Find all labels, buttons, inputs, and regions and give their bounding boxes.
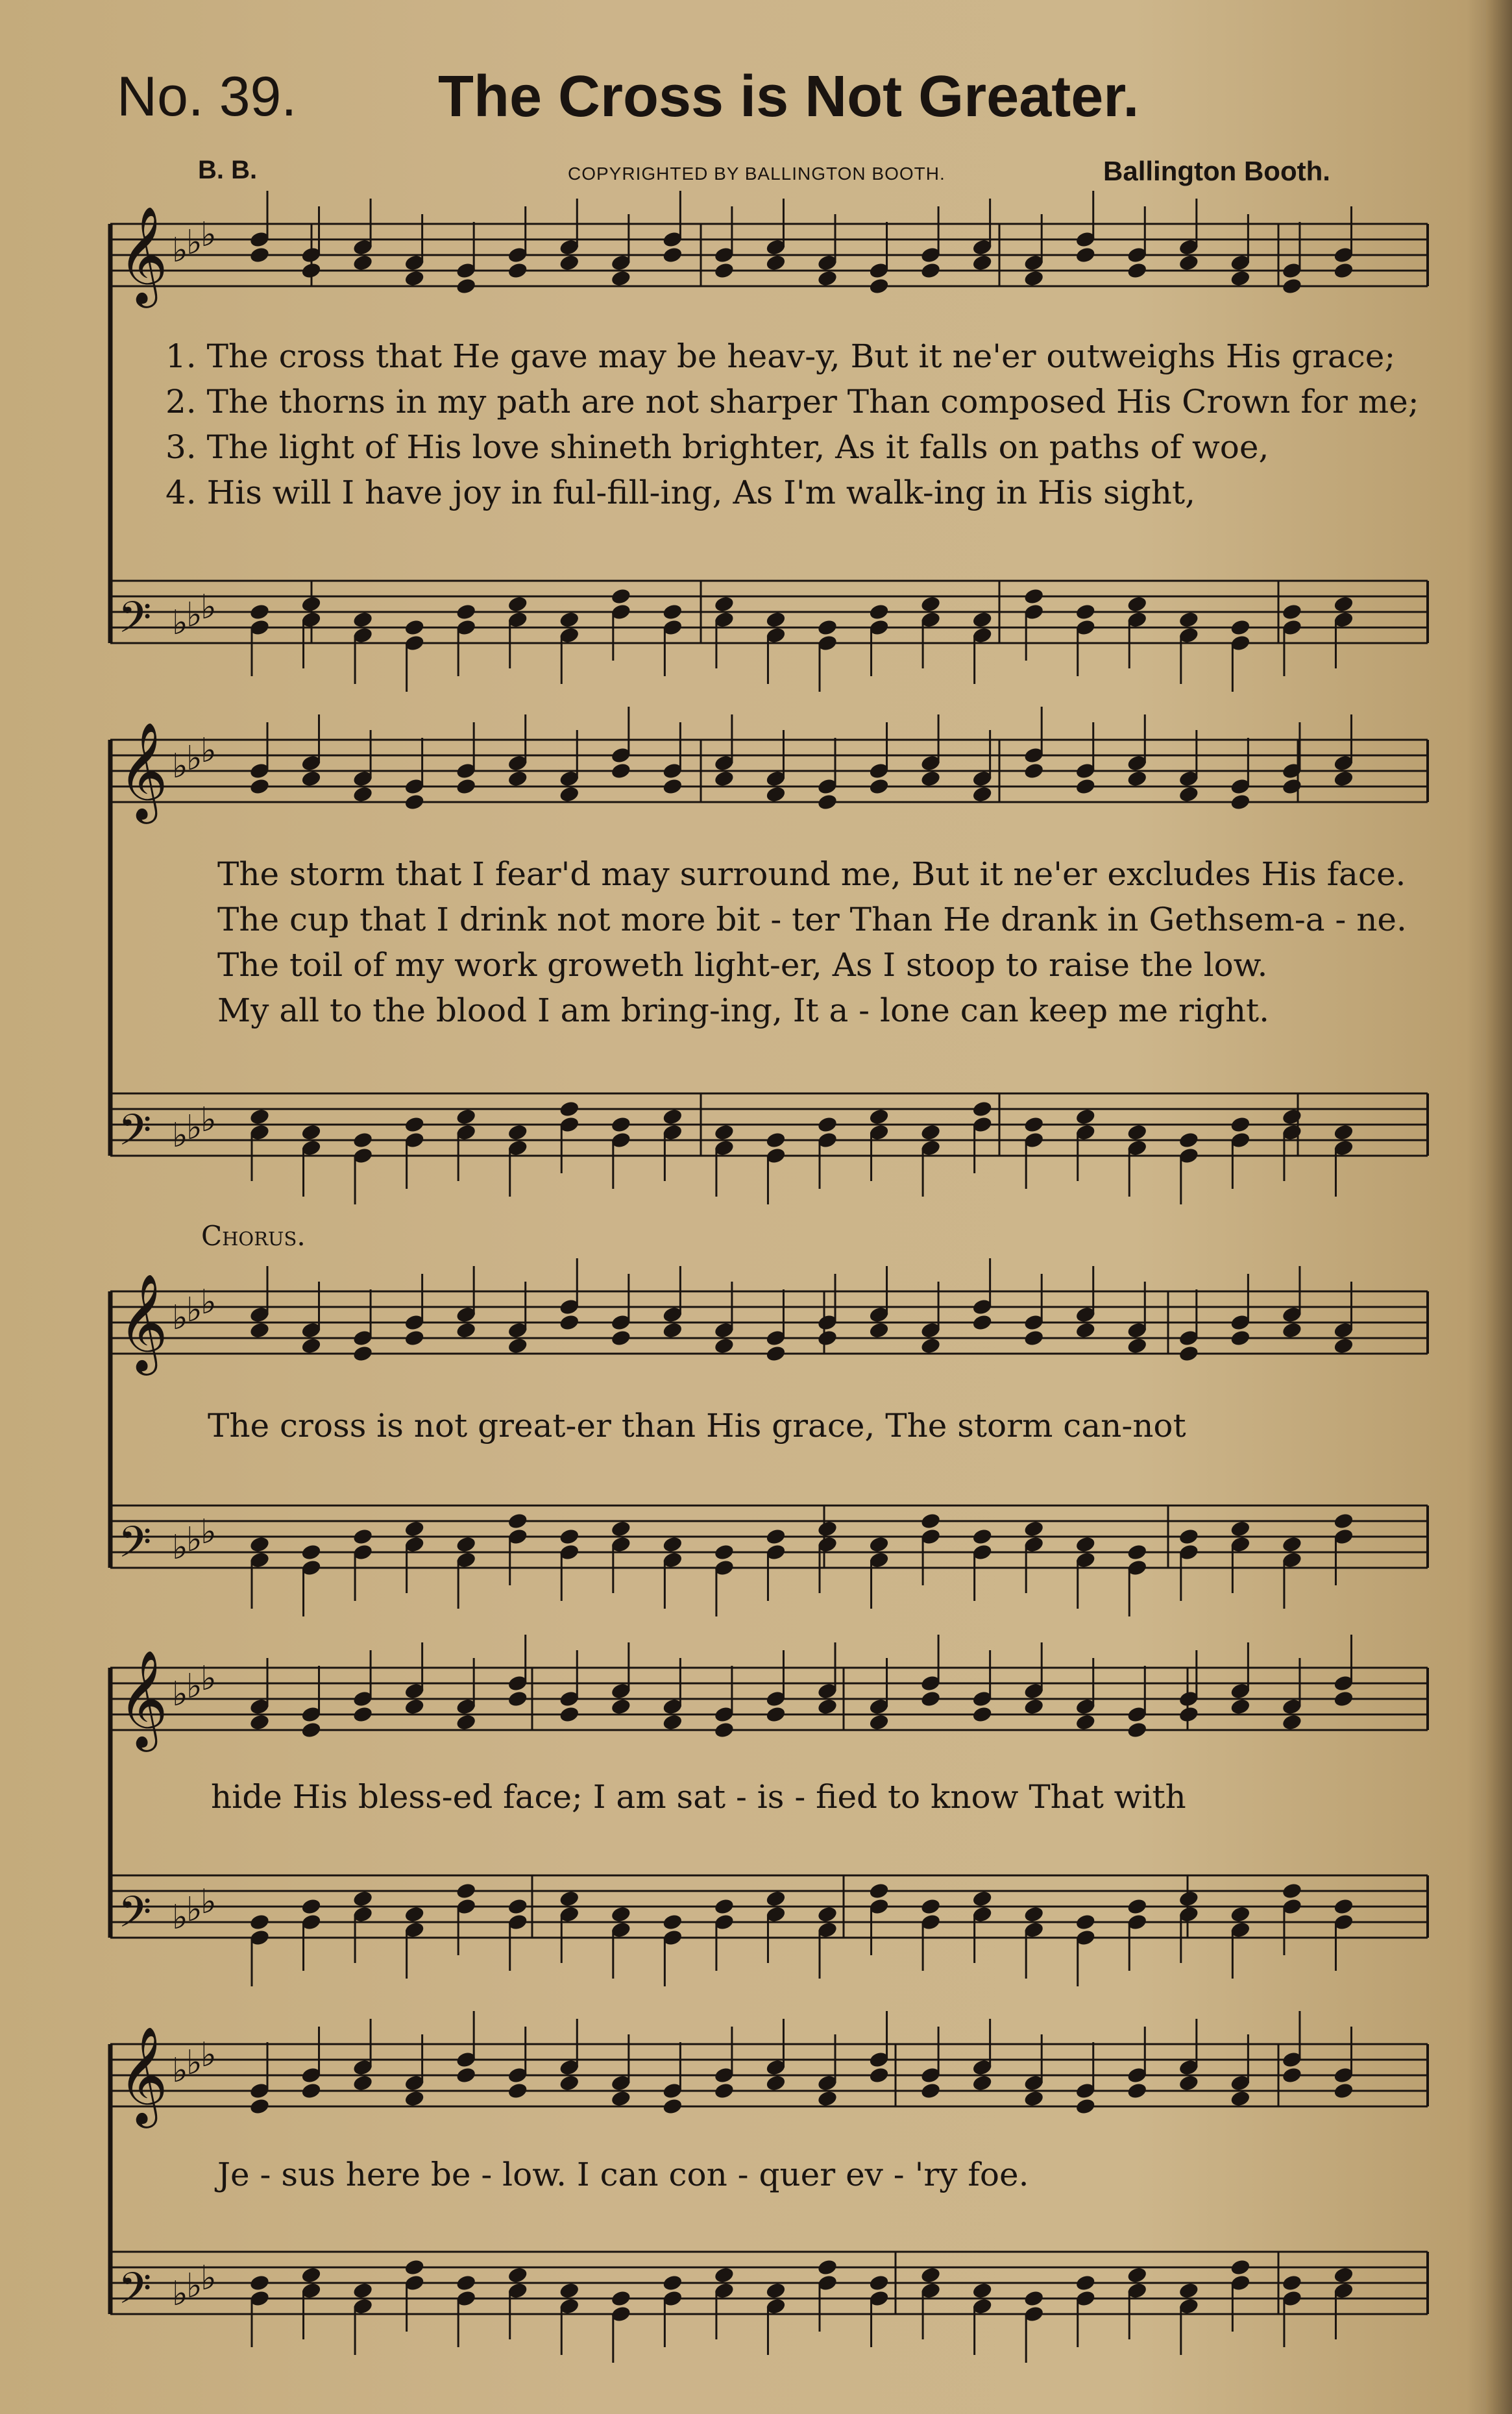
flat-icon: ♭ [186, 1291, 202, 1330]
note-head [1075, 2097, 1096, 2115]
note-head [1127, 595, 1148, 613]
note-head [1281, 2066, 1302, 2084]
note-head [816, 1116, 838, 1134]
note-head [662, 1913, 683, 1931]
verse-4-line-a: 4. His will I have joy in ful-fill-ing, As I'm walk-ing in His sight, [165, 474, 1195, 511]
note-head [1023, 2090, 1045, 2108]
note-head [300, 1721, 322, 1739]
note-head [352, 785, 374, 803]
bass-clef-icon: 𝄢 [118, 2263, 152, 2324]
verse-2-line-b: The cup that I drink not more bit - ter Than He drank in Gethsem-a - ne. [217, 901, 1407, 938]
note-head [1333, 262, 1354, 280]
note-head [662, 1321, 683, 1339]
note-head [404, 2090, 425, 2108]
note-head [1178, 254, 1199, 272]
note-head [352, 611, 374, 629]
note-head [559, 1313, 580, 1332]
note-head [610, 2289, 631, 2308]
note-head [1127, 1897, 1148, 1916]
note-head [1281, 1535, 1302, 1554]
note-head [300, 1897, 322, 1916]
note-head [1333, 1690, 1354, 1708]
treble-clef-icon: 𝄞 [118, 721, 168, 820]
note-head [1178, 785, 1199, 803]
note-head [404, 1329, 425, 1347]
note-head [816, 793, 838, 811]
note-head [300, 1123, 322, 1141]
flat-icon: ♭ [186, 1108, 202, 1147]
note-head [765, 2282, 786, 2300]
note-head [559, 1705, 580, 1724]
bass-clef-icon: 𝄢 [118, 1105, 152, 1165]
note-head [1230, 1520, 1251, 1538]
copyright-notice: COPYRIGHTED BY BALLINGTON BOOTH. [568, 164, 945, 184]
chorus-line-2: hide His bless-ed face; I am sat - is - fied to know That with [211, 1778, 1186, 1816]
arranger-initials: B. B. [198, 156, 258, 184]
note-head [713, 770, 735, 788]
note-head [713, 595, 735, 613]
note-head [300, 770, 322, 788]
verse-4-line-b: My all to the blood I am bring-ing, It a - lone can keep me right. [217, 992, 1270, 1029]
note-head [1023, 1905, 1045, 1923]
note-head [1127, 2082, 1148, 2100]
note-head [404, 1116, 425, 1134]
note-head [1281, 277, 1302, 295]
note-head [352, 1705, 374, 1724]
note-head [816, 1329, 838, 1347]
note-head [868, 1882, 890, 1900]
note-head [456, 777, 477, 796]
note-head [300, 595, 322, 613]
note-head [1127, 770, 1148, 788]
flat-icon: ♭ [172, 604, 188, 642]
note-head [765, 785, 786, 803]
note-head [1230, 1329, 1251, 1347]
note-head [610, 1905, 631, 1923]
note-head [1230, 618, 1251, 637]
note-head [971, 2282, 993, 2300]
note-head [507, 1337, 528, 1355]
flat-icon: ♭ [201, 588, 217, 627]
note-head [1333, 1512, 1354, 1530]
note-head [1178, 2282, 1199, 2300]
flat-icon: ♭ [201, 1513, 217, 1552]
note-head [300, 1543, 322, 1561]
note-head [456, 2274, 477, 2292]
treble-clef-icon: 𝄞 [118, 205, 168, 304]
flat-icon: ♭ [201, 1283, 217, 1322]
note-head [765, 254, 786, 272]
verse-3-line-b: The toil of my work groweth light-er, As I stoop to raise the low. [217, 946, 1268, 984]
note-head [1075, 1535, 1096, 1554]
flat-icon: ♭ [172, 1298, 188, 1337]
note-head [971, 1890, 993, 1908]
note-head [1230, 269, 1251, 287]
note-head [352, 2074, 374, 2092]
note-head [816, 1905, 838, 1923]
note-head [352, 1345, 374, 1363]
flat-icon: ♭ [172, 2274, 188, 2313]
note-head [1281, 2274, 1302, 2292]
note-head [559, 2074, 580, 2092]
note-head [662, 1535, 683, 1554]
chorus-label: Chorus. [201, 1220, 306, 1252]
note-head [610, 2090, 631, 2108]
note-head [507, 262, 528, 280]
note-head [456, 603, 477, 621]
note-head [610, 1520, 631, 1538]
note-head [971, 1705, 993, 1724]
verse-2-line-a: 2. The thorns in my path are not sharper Than composed His Crown for me; [165, 383, 1419, 421]
note-head [1023, 1698, 1045, 1716]
note-head [507, 1897, 528, 1916]
note-head [456, 1321, 477, 1339]
note-head [559, 1528, 580, 1546]
chorus-line-1: The cross is not great-er than His grace, The storm can-not [208, 1407, 1186, 1445]
verse-1-line-a: 1. The cross that He gave may be heav-y, But it ne'er outweighs His grace; [165, 337, 1396, 375]
flat-icon: ♭ [186, 1520, 202, 1559]
note-head [249, 777, 270, 796]
note-head [662, 777, 683, 796]
note-head [1230, 2090, 1251, 2108]
note-head [868, 1108, 890, 1126]
hymn-number: No. 39. [117, 66, 297, 128]
note-head [1281, 603, 1302, 621]
note-head [1023, 269, 1045, 287]
note-head [868, 1713, 890, 1731]
note-head [816, 2258, 838, 2276]
note-head [920, 2082, 942, 2100]
note-head [1023, 1329, 1045, 1347]
note-head [920, 1123, 942, 1141]
note-head [610, 1698, 631, 1716]
note-head [1075, 603, 1096, 621]
note-head [300, 262, 322, 280]
note-head [1127, 2266, 1148, 2284]
note-head [507, 1123, 528, 1141]
note-head [920, 595, 942, 613]
note-head [765, 2074, 786, 2092]
note-head [404, 1698, 425, 1716]
flat-icon: ♭ [201, 1659, 217, 1698]
note-head [713, 1897, 735, 1916]
note-head [559, 2282, 580, 2300]
note-head [765, 1345, 786, 1363]
note-head [713, 1543, 735, 1561]
note-head [559, 785, 580, 803]
note-head [1333, 2082, 1354, 2100]
flat-icon: ♭ [186, 596, 202, 635]
note-head [868, 1535, 890, 1554]
note-head [610, 587, 631, 605]
note-head [507, 1690, 528, 1708]
flat-icon: ♭ [186, 2267, 202, 2306]
note-head [1281, 1321, 1302, 1339]
note-head [456, 1882, 477, 1900]
bass-clef-icon: 𝄢 [118, 1517, 152, 1578]
note-head [352, 254, 374, 272]
note-head [1281, 1882, 1302, 1900]
note-head [1023, 1116, 1045, 1134]
note-head [920, 2266, 942, 2284]
flat-icon: ♭ [201, 2259, 217, 2298]
note-head [868, 777, 890, 796]
note-head [868, 277, 890, 295]
note-head [816, 2090, 838, 2108]
note-head [1230, 793, 1251, 811]
note-head [1075, 1913, 1096, 1931]
flat-icon: ♭ [172, 1528, 188, 1567]
note-head [1281, 1713, 1302, 1731]
bass-clef-icon: 𝄢 [118, 592, 152, 653]
note-head [1023, 762, 1045, 780]
note-head [868, 2274, 890, 2292]
note-head [971, 2074, 993, 2092]
note-head [662, 246, 683, 264]
note-head [1023, 1520, 1045, 1538]
note-head [1023, 587, 1045, 605]
chorus-line-3: Je - sus here be - low. I can con - quer ev - 'ry foe. [217, 2156, 1029, 2193]
note-head [971, 1528, 993, 1546]
note-head [404, 793, 425, 811]
note-head [1333, 1123, 1354, 1141]
note-head [1333, 1897, 1354, 1916]
flat-icon: ♭ [186, 223, 202, 262]
note-head [249, 1535, 270, 1554]
note-head [559, 1100, 580, 1118]
note-head [765, 1131, 786, 1149]
note-head [249, 1321, 270, 1339]
note-head [1178, 1890, 1199, 1908]
note-head [765, 1890, 786, 1908]
note-head [920, 1512, 942, 1530]
note-head [713, 1337, 735, 1355]
note-head [456, 1108, 477, 1126]
note-head [816, 618, 838, 637]
note-head [1127, 1337, 1148, 1355]
note-head [1333, 595, 1354, 613]
verse-3-line-a: 3. The light of His love shineth brighter, As it falls on paths of woe, [165, 428, 1269, 466]
note-head [1127, 1123, 1148, 1141]
note-head [1178, 1345, 1199, 1363]
flat-icon: ♭ [172, 1898, 188, 1937]
note-head [507, 595, 528, 613]
note-head [920, 1690, 942, 1708]
flat-icon: ♭ [201, 2036, 217, 2075]
flat-icon: ♭ [172, 1675, 188, 1714]
treble-clef-icon: 𝄞 [118, 1649, 168, 1748]
note-head [249, 2097, 270, 2115]
note-head [1333, 2266, 1354, 2284]
note-head [300, 2266, 322, 2284]
note-head [662, 1108, 683, 1126]
note-head [920, 1337, 942, 1355]
note-head [559, 254, 580, 272]
note-head [713, 2082, 735, 2100]
note-head [249, 1108, 270, 1126]
note-head [404, 269, 425, 287]
note-head [1075, 1321, 1096, 1339]
note-head [1230, 1698, 1251, 1716]
note-head [868, 603, 890, 621]
flat-icon: ♭ [186, 2043, 202, 2082]
note-head [662, 603, 683, 621]
flat-icon: ♭ [186, 1667, 202, 1706]
note-head [456, 2066, 477, 2084]
note-head [249, 1713, 270, 1731]
note-head [662, 2274, 683, 2292]
note-head [559, 611, 580, 629]
note-head [1333, 770, 1354, 788]
note-head [1281, 1108, 1302, 1126]
note-head [404, 618, 425, 637]
note-head [352, 1528, 374, 1546]
note-head [971, 785, 993, 803]
note-head [765, 1528, 786, 1546]
note-head [868, 1321, 890, 1339]
note-head [1075, 2274, 1096, 2292]
note-head [662, 2097, 683, 2115]
note-head [816, 1520, 838, 1538]
note-head [352, 1890, 374, 1908]
flat-icon: ♭ [172, 2051, 188, 2090]
note-head [507, 2266, 528, 2284]
verse-1-line-b: The storm that I fear'd may surround me, But it ne'er excludes His face. [217, 855, 1406, 893]
note-head [765, 611, 786, 629]
composer-name: Ballington Booth. [1103, 156, 1330, 186]
note-head [920, 770, 942, 788]
note-head [1023, 2289, 1045, 2308]
note-head [610, 1116, 631, 1134]
note-head [1075, 1713, 1096, 1731]
note-head [971, 611, 993, 629]
bass-clef-icon: 𝄢 [118, 1887, 152, 1947]
note-head [249, 2274, 270, 2292]
note-head [610, 1329, 631, 1347]
note-head [1075, 1108, 1096, 1126]
note-head [456, 1713, 477, 1731]
treble-clef-icon: 𝄞 [118, 1273, 168, 1371]
note-head [816, 269, 838, 287]
note-head [1230, 2258, 1251, 2276]
note-head [1178, 1131, 1199, 1149]
note-head [300, 2082, 322, 2100]
note-head [1127, 1721, 1148, 1739]
note-head [1178, 2074, 1199, 2092]
note-head [971, 1313, 993, 1332]
note-head [507, 2082, 528, 2100]
note-head [971, 254, 993, 272]
note-head [456, 1535, 477, 1554]
note-head [610, 269, 631, 287]
note-head [765, 1705, 786, 1724]
note-head [971, 1100, 993, 1118]
note-head [1127, 262, 1148, 280]
note-head [1281, 777, 1302, 796]
note-head [1333, 1337, 1354, 1355]
note-head [1127, 1543, 1148, 1561]
flat-icon: ♭ [172, 231, 188, 270]
note-head [507, 770, 528, 788]
note-head [404, 1905, 425, 1923]
note-head [300, 1337, 322, 1355]
note-head [352, 1131, 374, 1149]
note-head [507, 1512, 528, 1530]
note-head [920, 262, 942, 280]
note-head [662, 1713, 683, 1731]
flat-icon: ♭ [186, 1890, 202, 1929]
note-head [1178, 1528, 1199, 1546]
note-head [1230, 1905, 1251, 1923]
note-head [1075, 777, 1096, 796]
note-head [713, 1721, 735, 1739]
note-head [920, 1897, 942, 1916]
note-head [868, 2066, 890, 2084]
note-head [249, 246, 270, 264]
note-head [713, 262, 735, 280]
flat-icon: ♭ [201, 1883, 217, 1921]
note-head [1178, 611, 1199, 629]
note-head [1230, 1116, 1251, 1134]
flat-icon: ♭ [172, 1116, 188, 1155]
note-head [404, 1520, 425, 1538]
note-head [559, 1890, 580, 1908]
note-head [610, 762, 631, 780]
flat-icon: ♭ [186, 739, 202, 778]
flat-icon: ♭ [201, 731, 217, 770]
note-head [249, 603, 270, 621]
flat-icon: ♭ [172, 747, 188, 786]
note-head [456, 277, 477, 295]
note-head [404, 2258, 425, 2276]
note-head [713, 2266, 735, 2284]
note-head [249, 1913, 270, 1931]
note-head [352, 2282, 374, 2300]
note-head [1178, 1705, 1199, 1724]
note-head [816, 1698, 838, 1716]
note-head [713, 1123, 735, 1141]
note-head [1075, 246, 1096, 264]
flat-icon: ♭ [201, 215, 217, 254]
treble-clef-icon: 𝄞 [118, 2025, 168, 2124]
flat-icon: ♭ [201, 1101, 217, 1140]
hymn-title: The Cross is Not Greater. [438, 64, 1140, 129]
